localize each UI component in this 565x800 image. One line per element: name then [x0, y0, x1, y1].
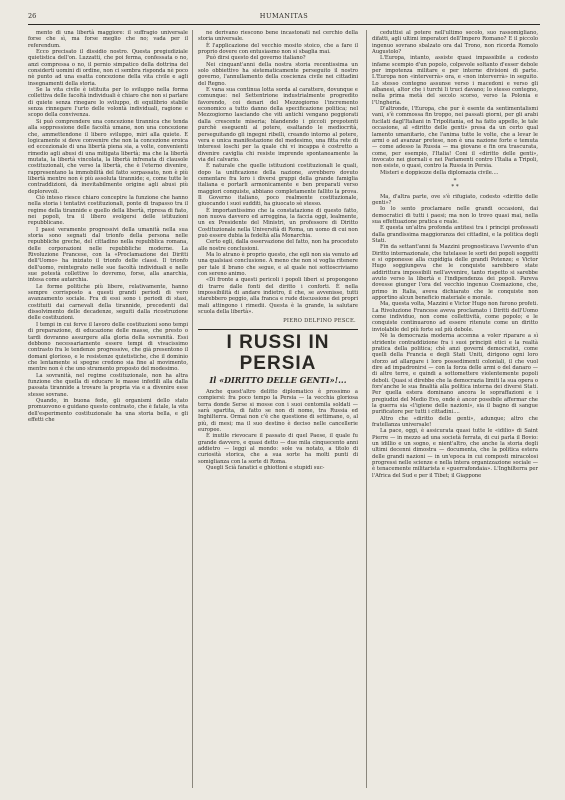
section-divider-stars: * * *: [451, 177, 459, 191]
column-rule: [192, 30, 193, 788]
paragraph: E vana sua continua lotta sorda al carattere, dovunque e comunque: nel Settentrione industrialmente progredito favorendo, coi denari del Mezzogiorno l'incremento economico a tutto danno della specificazione politica; nel Mezzogiorno lasciando che viti antichi vengano peggiorati dalla crescente miseria; blandendo i piccoli prepotenti purchè eseguenti al potere, esaltando le mediocrità, perseguitando gli ingegni ribelli, creando intorno al potere, vera e unica manifestazione del medesimo, una fitta rete di interessi loschi per la quale chi vi incappa è costretto a divenire caviglia chi resiste imprende spontaneamente la via del calvario.: [198, 87, 358, 163]
paragraph: Le forme politiche più libere, relativamente, hanno sempre corrisposto a questi grandi periodi di vero avanzamento sociale. Fra di essi sono i periodi di stasi, costituiti dai carnevali della tirannide, precedenti dal dissolvimento delle decadenze, seguiti dalla ricostruzione delle costituzioni.: [28, 283, 188, 322]
column-2: [198, 30, 358, 471]
paragraph: Nè la democrazia moderna accenna a voler riparare a sì stridente contraddizione fra i suoi principii etici e la realtà pratica della politica; chè anzi governi democratici, come quelli della Francia e degli Stati Uniti, dirigono ogni loro sforzo ad allargare i loro possedimenti coloniali, il che vuol dire ad impadronirsi — con la forza delle armi o del danaro — di altre terre, e quindi a sottomettere violentemente popoli deboli. Quasi si direbbe che la democrazia limiti la sua opera o fors'anche le sua finalità alla politica interna dei diversi Stati. Per quella estera dominano ancora le sopraffazioni e i pregiudizi del Medio Evo, onde è ancor possibile affermar che la guerra sia «l'igiene delle nazioni», sia il bagno di sangue purificatore per tutti i cittadini....: [372, 333, 538, 416]
paragraph: Anche quest'altro delitto diplomatico è prossimo a compiersi: fra poco tempo la Persia — la vecchia gloriosa terra donde Serse si mosse con i suoi centomila soldati — sarà spartita, di fatto se non di nome, tra Russia ed Inghilterra. Ormai non c'è che questione di settimane, o, al più, di mesi; ma il suo destino è deciso nelle cancellerie europee.: [198, 388, 358, 433]
article-title: I RUSSI IN PERSIA: [226, 331, 330, 374]
paragraph: Ma, questa volta, Mazzini e Victor Hugo non furono profeti. La Rivoluzione Francese aveva proclamato i Diritti dell'Uomo come individuo, non come collettività, come popolo; e le conquiste continuarono ad essere ritenute come un diritto inviolabile del più forte sul più debole.: [372, 301, 538, 333]
paragraph: Può dirsi questo del governo italiano?: [206, 55, 306, 62]
article-subtitle: Il «DIRITTO DELLE GENTI»!...: [209, 374, 347, 385]
paragraph: E questa un'altra profonda antitesi tra i principi professati dalla grandissima maggioranza dei cittadini, e la politica degli Stati.: [372, 225, 538, 244]
paragraph: ceduttisi al potere nell'ultimo secolo, suo rassomigliano, difatti, agli ultimi imperatori dell'Impero Romano? E il piccolo ingenuo sovrano sbalzato ora dal Trono, non ricorda Romolo Augustolo?: [372, 30, 538, 56]
paragraph: Ma, d'altra parte, ove s'è rifugiato, codesto «diritto delle genti»?: [372, 193, 538, 206]
paragraph: Nei cinquant'anni della nostra storia recentissima un solo obbiettivo ha sistematicamente perseguito il nostro governo, l'annullamento della coscienza civile nei cittadini del Regno.: [198, 61, 358, 87]
paragraph: Altro che «diritto delle genti», adunque; altro che fratellanza universale!: [372, 415, 538, 428]
paragraph: mento di una libertà maggiore: il suffragio universale forse che sì, ma forse meglio che no; vada per il referendum.: [28, 30, 188, 49]
paragraph: Misteri e doppiezze della diplomazia civile....: [380, 169, 499, 176]
paragraph: «Di fronte a questi pericoli i popoli liberi si propongono di trarre dalle fonti del diritto i conforti. È nella impossibilità di andare indietro, il che, se avvenisse, tutti starebbero peggio, alla franca e rude discussione dei propri mali attingono i rimedii. Questa è la grande, la salutare scuola della libertà».: [198, 277, 358, 316]
paragraph: Se la vita civile è istituita per lo sviluppo nella forma collettiva delle facoltà individuali è chiaro che non si parlare di quiete senza rinegare lo sviluppo, di equilibrio stabile senza rinnegare l'urto delle volontà individuali, ragione e scopo della convivenza.: [28, 87, 188, 119]
column-3: [372, 30, 538, 479]
paragraph: ne derivano riescono bene incastonati nel cerchio della storia universale.: [198, 30, 358, 43]
header-rule: [28, 24, 540, 25]
title-rule: [198, 329, 358, 330]
page-number: 26: [28, 12, 37, 20]
column-1: [28, 30, 188, 423]
column-rule: [366, 30, 367, 788]
paragraph: Quegli Scià fanatici e ghiottoni e stupidi suc-: [206, 464, 325, 471]
paragraph: È inutile rievocare il passato di quel Paese, il quale fu grande davvero, e quasi detto — due mila cinquecento anni addietro — leggi al mondo: sole va notato, a titolo di curiosità storica, che a sua sorte ha molti punti di somiglianza con la sorte di Roma.: [198, 433, 358, 465]
journal-title: HUMANITAS: [259, 12, 309, 20]
paragraph: I tempi in cui ferve il lavoro delle costituzioni sono tempi di preparazione, di educazione delle masse, che presto o tardi dovranno assurgere alla gloria della sovranità. Essi debbono necessariamente essere tempi di vivacissimo contrasto fra le tendenze progressive, che già presentono il domani glorioso, e le resistenze quietistiche, che il dominio che lentamente si spegne credono sia fine al movimento, mentre non è che uno strumento proposto del modesimo.: [28, 321, 188, 373]
paragraph: Io lo sento proclamare nelle grandi occasioni, dai democratici di tutti i paesi; ma non lo trovo quasi mai, nella sua effettuazione pratica e reale.: [372, 206, 538, 225]
paragraph: I passi veramente progressivi della umanità nella sua storia sono segnati dal trionfo della persona nelle repubbliche greche, del cittadino nella repubblica romana, delle corporazioni nelle repubbliche moderne. La Rivoluzione Francese, con la «Proclamazione dei Diritti dell'Uomo» ha iniziato il trionfo delle classi. Il trionfo dell'uomo, reintegrato nelle sue facoltà individuali e nelle sue potestà collettive lo dovremo, forse, alla anarchia, intesa come autarchia.: [28, 226, 188, 284]
paragraph: Ciò inteso riesce chiaro concepire la funzione che hanno nella storia i tentativi costituzionali, ponte di trapasso tra il regime della tirannide e quello della libertà, ripresa di fiato, nei popoli, tra il libero svolgersi delle istituzioni repubblicane.: [28, 194, 188, 227]
paragraph: Fin da settant'anni fa Mazzini prognosticava l'avvento d'un Diritto internazionale, che tutelasse le sorti dei popoli soggetti e si opponesse alla cupidigia delle grandi Potenze; e Victor Hugo soggiungeva che le conquiste sarebbero state addirittura impossibili nell'avvenire, tanto rispetto si sarebbe avuto verso la libertà e l'indipendenza dei popoli. Pareva dovesse giunger l'ora del vecchio ingenuo Cosmazione, che, primo in Italia, aveva dichiarato che le conquiste non apportino alcun beneficio materiale e morale.: [372, 244, 538, 302]
paragraph: Si può comprendere una concezione tirannica che tenda alla soppressione delle facoltà umane, non una concezione che, ammettendone il libero sviluppo, miri alla quiete. E logicamente si deve convenire che non la concezione eroica ed eccezionale di una libertà piena sia, a volte, convenienti rimedio agli abusi di una mitigata libertà; ma che la libertà mutata, la libertà vincolata, la libertà infrenata di clausole costituzionali, che verso la libertà, che è l'eterno divenire, rappresentano la immobilità del fatto sorpassato, non è più libertà mentre non è più assoluta tirannide; e, come tutte le contraddizioni, dà inevitabilmente origine agli abusi più deplorevoli.: [28, 118, 188, 195]
paragraph: Certo egli, dalla osservazione del fatto, non ha proceduto alle nostre conclusioni.: [198, 239, 358, 252]
paragraph: È l'applicazione del vecchio mosito stoico, che a fare il proprio dovere con entusiasmo non si sbaglia mai.: [198, 42, 358, 56]
paragraph: Quando, in buona fede, gli organismi dello stato promuovono e guidano questo contrasto, che è fatale, la vita dell'esperimento costituzionale ha una storia bella, e gli effetti che: [28, 397, 188, 423]
paragraph: L'Europa, intanto, assiste quasi impassibile a codesto infame scempio d'un popolo, colpevole soltanto d'esser debole per impotenza militare e per interne divisioni di parte. L'Europa non «interverrà» ora, e «non interverrà» in seguito. Lo stesso contegno assunse verso i macedoni e verso gli albanesi, altor che i turchi li truci davano; lo stesso contegno, nella prima metà del secolo scorso, verso la Polonia e l'Ungheria.: [372, 55, 538, 106]
author-signature: PIERO DELFINO PESCE.: [283, 318, 356, 325]
paragraph: La sovranità, nel regime costituzionale, non ha altra funzione che quella di educare le masse infedili alla dalla passata tirannide a trovare la propria via e a divenire esse stesse sovrane.: [28, 372, 188, 398]
paragraph: Ecco precisato il dissidio nostro. Questa pregiudiziale quietistica dell'on. Luzzatti, che poi ferma, confessata o no, anzi compressa o no, il pernio simpatico della dottrina del considerti uomini di ordine, non ci sembra risponda nè poco nè punto ad una esatta concezione della vita civile e agli insegnamenti della storia.: [28, 49, 188, 87]
page-header: [28, 10, 540, 24]
paragraph: È naturale che quelle istituzioni costituzionali le quali, dopo la unificazione della nazione, avrebbero dovuto cementare fra loro i diversi gruppi della grande famiglia italiana e portarli armonicamente e ben preparati verso maggiori conquiste, abbiano completamente fallito la prova. Il Governo italiano, poco realmente costituzionale, giuocando i suoi sudditi, ha giuocato sè stesso.: [198, 163, 358, 208]
paragraph: È importantissimo che la constatazione di questo fatto, non nuova davvero ed arreggina, la faccia oggi, lealmente, un ex Presidente del Ministri, un professore di Diritto Costituzionale nella Università di Roma, un uomo di cui non può essere dubia la fedeltà alla Monarchia.: [198, 207, 358, 239]
paragraph: Ma lo atrano è proprio questo, che egli non sia venuto ad una qualsiasi conclusione. A meno che non si voglia ritenere per tale il brano che segue, e al quale noi sottoscriviamo con sereno animo.: [198, 252, 358, 278]
paragraph: D'altronde, l'Europa, che pur è esente da sentimentalismi vani, s'è commossa fin troppo, nei passati giorni, per gli arabi fucilati dagl'Italiani in Tripolitania, ed ha fatto appello, le tale occasione, al «diritto delle genti» presa da un certo qual lamento umanitario, che l'anima tutte le volte, che a levar le armi o ad avanzar pretese, non è una nazione forte e temuta — come adesso la Russia — ma giovane e fin ora trascurata, come, per esempio, l'Italia! Coni il «diritto delle genti», invocato nei giornali e nei Parlamenti contro l'Italia a Tripoli, non esiste, o quasi, contro la Russia in Persia.: [372, 106, 538, 170]
paragraph: La pace, oggi, è assicurata quasi tutte le «idilio» di Saint Pierre — in mezzo ad una società ferrata, di cui parla il Bovio: un idillio e un sogno, e nient'altro, che anche la storia degli ultimi decenni dimostra — documenta, che la politica estera delle grandi nazioni — in un'epoca in cui composti miracolosi progressi nelle scienze e nella intera organizzazione sociale — è tenacemente militarista e «guerrafondaia». L'Inghilterra per l'Africa del Sud e per il Tibet; il Giappone: [372, 428, 538, 479]
